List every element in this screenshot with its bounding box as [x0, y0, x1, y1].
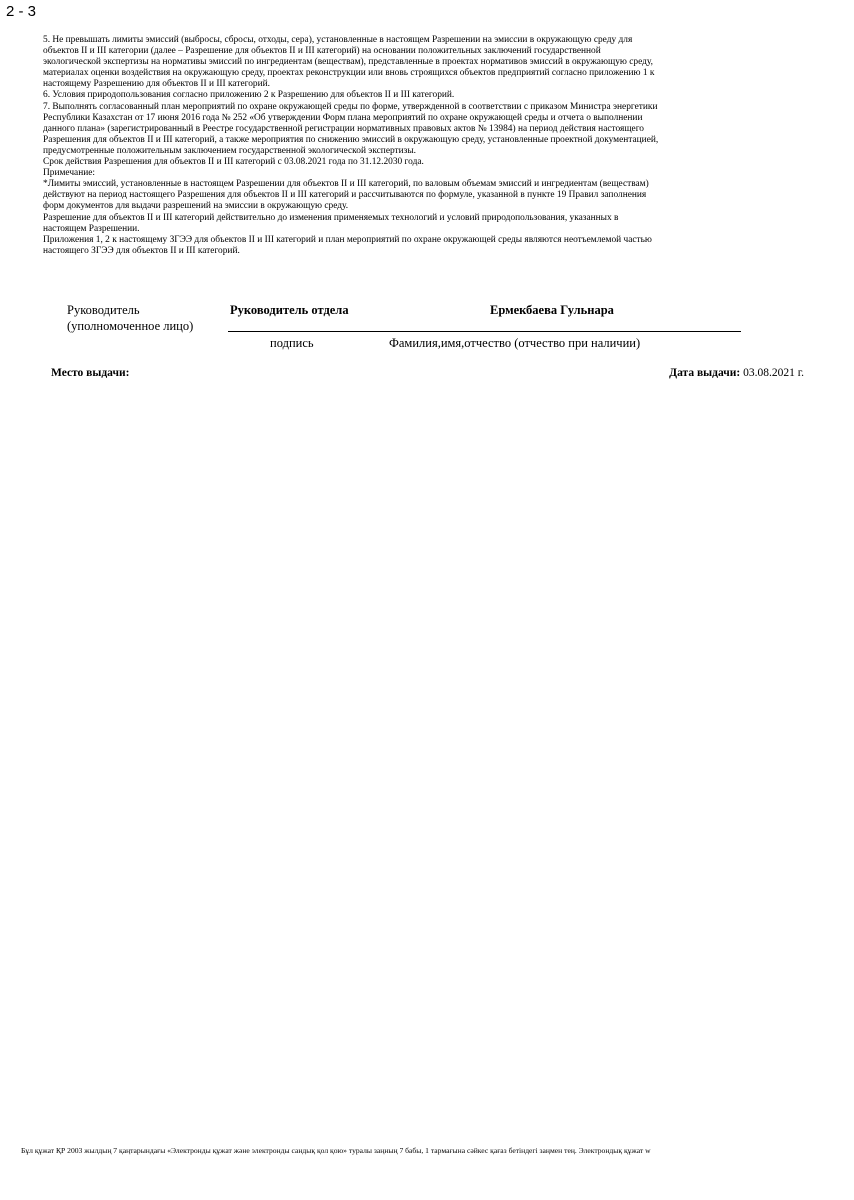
text-line: предусмотренные положительным заключением государственной экологической экспертизы. [43, 145, 417, 156]
text-line: Разрешение для объектов II и III категорий действительно до изменения применяемых технологий и условий природопользования, указанных в [43, 212, 619, 223]
signatory-role-line: Руководитель [67, 303, 140, 317]
legal-footer: Бұл құжат ҚР 2003 жылдың 7 қаңтарындағы «Электронды құжат және электронды сандық қол қою» туралы заңның 7 бабы, 1 тармағына сәйкес қағаз бетіндегі заңмен тең. Электрондық құжат w [21, 1146, 651, 1155]
full-name-caption: Фамилия,имя,отчество (отчество при наличии) [389, 336, 641, 350]
issue-date-value: 03.08.2021 г. [743, 367, 804, 379]
text-line: данного плана» (зарегистрированный в Реестре государственной регистрации нормативных правовых актов № 13984) на период действия настоящего [43, 123, 644, 134]
text-line: Примечание: [43, 168, 96, 179]
issue-date [669, 366, 804, 381]
signatory-position: Руководитель отдела [230, 303, 349, 317]
text-line: настоящем Разрешении. [43, 223, 140, 234]
text-line: настоящему Разрешению для объектов II и III категорий. [43, 79, 270, 90]
text-line: экологической экспертизы на нормативы эмиссий по ингредиентам (веществам), представленные в проектах нормативов эмиссий в окружающую среду, [43, 57, 653, 68]
signatory-name: Ермекбаева Гульнара [490, 303, 614, 317]
text-line: объектов II и III категории (далее – Разрешение для объектов II и III категорий) на основании положительных заключений государственной [43, 46, 601, 57]
signature-line [228, 331, 741, 332]
text-line: Срок действия Разрешения для объектов II и III категорий с 03.08.2021 года по 31.12.2030 года. [43, 157, 424, 168]
signatory-role-label [67, 302, 227, 334]
issue-place-label: Место выдачи: [51, 367, 130, 379]
text-line: Приложения 1, 2 к настоящему ЗГЭЭ для объектов II и III категорий и план мероприятий по охране окружающей среды являются неотъемлемой частью [43, 234, 652, 245]
text-line: Разрешения для объектов II и III категорий, а также мероприятия по снижению эмиссий в окружающую среду, установленные проектной документацией, [43, 134, 659, 145]
text-line: *Лимиты эмиссий, установленные в настоящем Разрешении для объектов II и III категорий, по валовым объемам эмиссий и ингредиентам (веществам) [43, 179, 649, 190]
permit-conditions-text [43, 35, 818, 257]
text-line: 5. Не превышать лимиты эмиссий (выбросы, сбросы, отходы, сера), установленные в настоящем Разрешении на эмиссии в окружающую среду для [43, 35, 633, 45]
text-line: настоящего ЗГЭЭ для объектов II и III категорий. [43, 245, 240, 256]
issue-date-label: Дата выдачи: [669, 367, 741, 379]
signature-caption: подпись [270, 336, 314, 350]
text-line: материалах оценки воздействия на окружающую среду, проектах реконструкции или вновь строящихся объектов предприятий согласно приложению 1 к [43, 68, 655, 79]
text-line: действуют на период настоящего Разрешения для объектов II и III категорий и рассчитываются по формуле, указанной в пункте 19 Правил заполнения [43, 190, 647, 201]
page-number: 2 - 3 [6, 3, 37, 20]
text-line: Республики Казахстан от 17 июня 2016 года № 252 «Об утверждении Форм плана мероприятий по охране окружающей среды и отчета о выполнении [43, 112, 643, 123]
text-line: 7. Выполнять согласованный план мероприятий по охране окружающей среды по форме, утвержденной в соответствии с приказом Министра энергетики [43, 101, 658, 112]
signatory-role-note: (уполномоченное лицо) [67, 319, 194, 333]
text-line: форм документов для выдачи разрешений на эмиссии в окружающую среду. [43, 201, 349, 212]
text-line: 6. Условия природопользования согласно приложению 2 к Разрешению для объектов II и III категорий. [43, 90, 455, 101]
